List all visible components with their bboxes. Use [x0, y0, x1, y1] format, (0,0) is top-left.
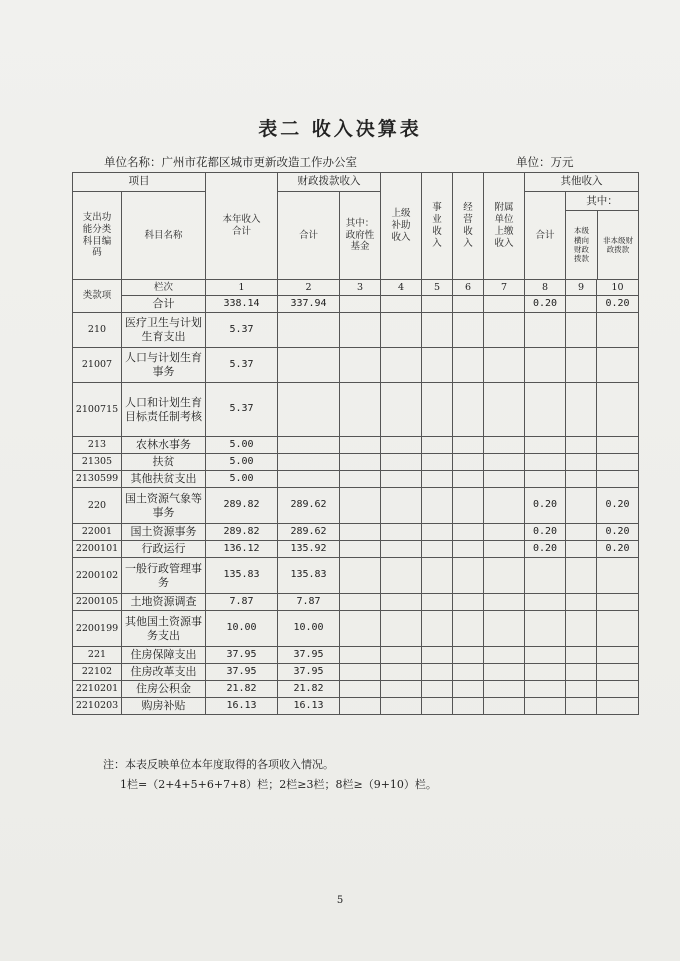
header-other-of-which: 其中：: [566, 192, 638, 211]
row-c7: [484, 383, 525, 437]
table-row: [73, 558, 639, 594]
table-row: [73, 488, 639, 524]
row-c2: [278, 348, 340, 383]
row-c2: [278, 454, 340, 471]
row-code: 2200105: [73, 594, 122, 611]
header-affiliated-income: 附属单位上缴收入: [484, 173, 525, 280]
page-number: 5: [336, 895, 344, 906]
row-code: 21305: [73, 454, 122, 471]
row-c9: [566, 471, 597, 488]
row-c2: 289.62: [278, 488, 340, 524]
row-c1: 5.00: [206, 454, 278, 471]
row-c1: 135.83: [206, 558, 278, 594]
total-c6: [453, 296, 484, 313]
col-number: 4: [381, 280, 422, 296]
row-c5: [422, 664, 453, 681]
row-code: 213: [73, 437, 122, 454]
row-c5: [422, 558, 453, 594]
row-name: 一般行政管理事务: [122, 558, 206, 594]
row-c5: [422, 524, 453, 541]
row-c4: [381, 437, 422, 454]
row-c8: [525, 558, 566, 594]
col-number: 6: [453, 280, 484, 296]
total-c1: 338.14: [206, 296, 278, 313]
row-c8: 0.20: [525, 524, 566, 541]
row-c4: [381, 313, 422, 348]
col-number: 9: [566, 280, 597, 296]
row-c8: [525, 611, 566, 647]
row-c3: [340, 681, 381, 698]
row-c10: [597, 437, 639, 454]
row-c7: [484, 437, 525, 454]
col-number: 2: [278, 280, 340, 296]
row-c1: 21.82: [206, 681, 278, 698]
header-other-total: 合计: [525, 192, 566, 280]
row-c5: [422, 647, 453, 664]
header-name-col: 科目名称: [122, 192, 206, 280]
row-c8: [525, 313, 566, 348]
unit-measure: 单位：万元: [516, 155, 574, 169]
row-code: 2200101: [73, 541, 122, 558]
row-c9: [566, 348, 597, 383]
row-c9: [566, 437, 597, 454]
row-c10: [597, 454, 639, 471]
row-c4: [381, 558, 422, 594]
row-c4: [381, 681, 422, 698]
row-c5: [422, 541, 453, 558]
col-number: 1: [206, 280, 278, 296]
unit-name: 单位名称：广州市花都区城市更新改造工作办公室: [104, 155, 357, 169]
row-name: 购房补贴: [122, 698, 206, 715]
row-code: 2100715: [73, 383, 122, 437]
row-c3: [340, 647, 381, 664]
row-c10: [597, 698, 639, 715]
row-c8: [525, 681, 566, 698]
row-c6: [453, 681, 484, 698]
row-c7: [484, 611, 525, 647]
col-number: 7: [484, 280, 525, 296]
total-c7: [484, 296, 525, 313]
row-c10: [597, 313, 639, 348]
row-c6: [453, 471, 484, 488]
row-c9: [566, 647, 597, 664]
table-row: [73, 437, 639, 454]
table-row: [73, 383, 639, 437]
row-c9: [566, 383, 597, 437]
header-other-of-which-block: [566, 192, 639, 280]
row-c3: [340, 611, 381, 647]
row-c7: [484, 541, 525, 558]
row-code: 220: [73, 488, 122, 524]
total-c4: [381, 296, 422, 313]
row-code: 2130599: [73, 471, 122, 488]
total-label: 合计: [122, 296, 206, 313]
row-name: 国土资源事务: [122, 524, 206, 541]
row-c4: [381, 594, 422, 611]
row-c2: 37.95: [278, 664, 340, 681]
row-c5: [422, 681, 453, 698]
table-row: [73, 541, 639, 558]
row-c6: [453, 541, 484, 558]
row-c1: 7.87: [206, 594, 278, 611]
row-c2: 37.95: [278, 647, 340, 664]
row-c7: [484, 524, 525, 541]
row-c9: [566, 524, 597, 541]
row-c4: [381, 471, 422, 488]
row-c9: [566, 698, 597, 715]
row-c3: [340, 454, 381, 471]
row-code: 22102: [73, 664, 122, 681]
row-c8: [525, 437, 566, 454]
row-c2: [278, 313, 340, 348]
row-c9: [566, 313, 597, 348]
row-c6: [453, 647, 484, 664]
row-name: 人口与计划生育事务: [122, 348, 206, 383]
row-c7: [484, 681, 525, 698]
row-c8: [525, 594, 566, 611]
note-line-1: 注：本表反映单位本年度取得的各项收入情况。: [103, 758, 334, 771]
income-table: [72, 172, 639, 715]
row-c7: [484, 664, 525, 681]
row-c8: 0.20: [525, 541, 566, 558]
row-c9: [566, 594, 597, 611]
row-code: 2210201: [73, 681, 122, 698]
col-number: 10: [597, 280, 639, 296]
row-c3: [340, 594, 381, 611]
row-c6: [453, 524, 484, 541]
row-code: 2210203: [73, 698, 122, 715]
row-name: 住房改革支出: [122, 664, 206, 681]
col-number: 8: [525, 280, 566, 296]
row-c7: [484, 594, 525, 611]
header-operating-income: 经营收入: [453, 173, 484, 280]
row-c2: 21.82: [278, 681, 340, 698]
row-c5: [422, 488, 453, 524]
row-c9: [566, 488, 597, 524]
row-name: 其他国土资源事务支出: [122, 611, 206, 647]
row-c7: [484, 558, 525, 594]
row-c5: [422, 594, 453, 611]
table-row: [73, 348, 639, 383]
row-c8: [525, 454, 566, 471]
row-c5: [422, 698, 453, 715]
row-name: 住房公积金: [122, 681, 206, 698]
table-row: [73, 313, 639, 348]
row-c4: [381, 541, 422, 558]
row-c6: [453, 437, 484, 454]
header-other-group: 其他收入: [525, 173, 639, 192]
header-business-income: 事业收入: [422, 173, 453, 280]
row-c6: [453, 558, 484, 594]
row-c7: [484, 313, 525, 348]
row-c10: [597, 594, 639, 611]
row-name: 住房保障支出: [122, 647, 206, 664]
row-c3: [340, 698, 381, 715]
col-number: 5: [422, 280, 453, 296]
row-c8: 0.20: [525, 488, 566, 524]
row-c5: [422, 437, 453, 454]
col-number: 3: [340, 280, 381, 296]
row-c9: [566, 558, 597, 594]
header-total-income: 本年收入合计: [206, 173, 278, 280]
row-c6: [453, 454, 484, 471]
row-c5: [422, 313, 453, 348]
row-c9: [566, 454, 597, 471]
row-c1: 5.00: [206, 471, 278, 488]
row-c3: [340, 313, 381, 348]
row-code: 2200199: [73, 611, 122, 647]
row-c7: [484, 647, 525, 664]
row-c5: [422, 348, 453, 383]
total-c8: 0.20: [525, 296, 566, 313]
row-c7: [484, 454, 525, 471]
row-c2: 135.92: [278, 541, 340, 558]
leixiang-label: 类款项: [73, 280, 122, 313]
row-c2: 7.87: [278, 594, 340, 611]
table-row: [73, 594, 639, 611]
header-fiscal-group: 财政拨款收入: [278, 173, 381, 192]
row-c9: [566, 681, 597, 698]
row-c8: [525, 383, 566, 437]
row-c9: [566, 664, 597, 681]
header-fiscal-gov-fund: 其中：政府性基金: [340, 192, 381, 280]
row-c2: [278, 471, 340, 488]
row-c10: [597, 471, 639, 488]
row-c3: [340, 664, 381, 681]
row-c4: [381, 647, 422, 664]
row-c9: [566, 541, 597, 558]
total-c5: [422, 296, 453, 313]
row-c6: [453, 383, 484, 437]
row-name: 扶贫: [122, 454, 206, 471]
header-code-col: 支出功能分类科目编码: [73, 192, 122, 280]
row-c4: [381, 348, 422, 383]
page-title: 表二 收入决算表: [258, 118, 422, 140]
row-c3: [340, 348, 381, 383]
row-c1: 5.37: [206, 383, 278, 437]
row-c4: [381, 664, 422, 681]
row-c2: 135.83: [278, 558, 340, 594]
header-xiangmu: 项目: [73, 173, 206, 192]
header-other-same-level: 本级横向财政拨款: [566, 211, 598, 279]
row-c1: 289.82: [206, 524, 278, 541]
row-c2: [278, 437, 340, 454]
total-c2: 337.94: [278, 296, 340, 313]
row-c1: 37.95: [206, 664, 278, 681]
row-code: 22001: [73, 524, 122, 541]
row-c5: [422, 611, 453, 647]
row-c3: [340, 524, 381, 541]
row-c6: [453, 313, 484, 348]
row-c2: 16.13: [278, 698, 340, 715]
row-c7: [484, 488, 525, 524]
row-name: 行政运行: [122, 541, 206, 558]
row-c1: 10.00: [206, 611, 278, 647]
row-c1: 289.82: [206, 488, 278, 524]
row-c1: 16.13: [206, 698, 278, 715]
row-c8: [525, 471, 566, 488]
row-c4: [381, 611, 422, 647]
column-number-row: [73, 280, 639, 296]
row-c5: [422, 383, 453, 437]
row-c6: [453, 348, 484, 383]
row-c4: [381, 383, 422, 437]
row-c5: [422, 471, 453, 488]
row-c3: [340, 471, 381, 488]
row-c2: [278, 383, 340, 437]
row-c1: 5.00: [206, 437, 278, 454]
table-row: [73, 647, 639, 664]
table-row: [73, 611, 639, 647]
row-c4: [381, 524, 422, 541]
row-c6: [453, 594, 484, 611]
row-c8: [525, 698, 566, 715]
row-c6: [453, 664, 484, 681]
row-name: 土地资源调查: [122, 594, 206, 611]
row-c10: 0.20: [597, 541, 639, 558]
table-row: [73, 454, 639, 471]
row-c6: [453, 488, 484, 524]
total-row: [73, 296, 639, 313]
row-c3: [340, 558, 381, 594]
note-line-2: 1栏=（2+4+5+6+7+8）栏；2栏≥3栏；8栏≥（9+10）栏。: [120, 778, 437, 791]
row-c3: [340, 488, 381, 524]
total-c3: [340, 296, 381, 313]
table-row: [73, 681, 639, 698]
row-name: 其他扶贫支出: [122, 471, 206, 488]
row-c4: [381, 698, 422, 715]
row-code: 2200102: [73, 558, 122, 594]
row-c10: [597, 348, 639, 383]
row-c7: [484, 348, 525, 383]
row-c8: [525, 348, 566, 383]
table-row: [73, 698, 639, 715]
row-c7: [484, 698, 525, 715]
row-name: 农林水事务: [122, 437, 206, 454]
row-c6: [453, 698, 484, 715]
row-c10: [597, 558, 639, 594]
total-c9: [566, 296, 597, 313]
table-row: [73, 524, 639, 541]
row-c3: [340, 437, 381, 454]
row-c10: [597, 664, 639, 681]
table-row: [73, 664, 639, 681]
row-c10: [597, 681, 639, 698]
table-row: [73, 471, 639, 488]
row-name: 医疗卫生与计划生育支出: [122, 313, 206, 348]
row-code: 21007: [73, 348, 122, 383]
row-c3: [340, 383, 381, 437]
header-fiscal-total: 合计: [278, 192, 340, 280]
row-c6: [453, 611, 484, 647]
row-c10: [597, 383, 639, 437]
row-name: 国土资源气象等事务: [122, 488, 206, 524]
row-c1: 5.37: [206, 348, 278, 383]
row-c9: [566, 611, 597, 647]
row-c8: [525, 664, 566, 681]
row-c1: 136.12: [206, 541, 278, 558]
header-upper-subsidy: 上级补助收入: [381, 173, 422, 280]
row-name: 人口和计划生育目标责任制考核: [122, 383, 206, 437]
row-code: 221: [73, 647, 122, 664]
lanci-label: 栏次: [122, 280, 206, 296]
header-other-non-level: 非本级财政拨款: [603, 235, 633, 254]
total-c10: 0.20: [597, 296, 639, 313]
row-c1: 5.37: [206, 313, 278, 348]
row-c4: [381, 454, 422, 471]
row-c3: [340, 541, 381, 558]
row-c1: 37.95: [206, 647, 278, 664]
row-c5: [422, 454, 453, 471]
row-code: 210: [73, 313, 122, 348]
row-c10: 0.20: [597, 524, 639, 541]
row-c4: [381, 488, 422, 524]
row-c10: [597, 611, 639, 647]
row-c2: 289.62: [278, 524, 340, 541]
row-c7: [484, 471, 525, 488]
row-c8: [525, 647, 566, 664]
row-c10: [597, 647, 639, 664]
row-c2: 10.00: [278, 611, 340, 647]
row-c10: 0.20: [597, 488, 639, 524]
